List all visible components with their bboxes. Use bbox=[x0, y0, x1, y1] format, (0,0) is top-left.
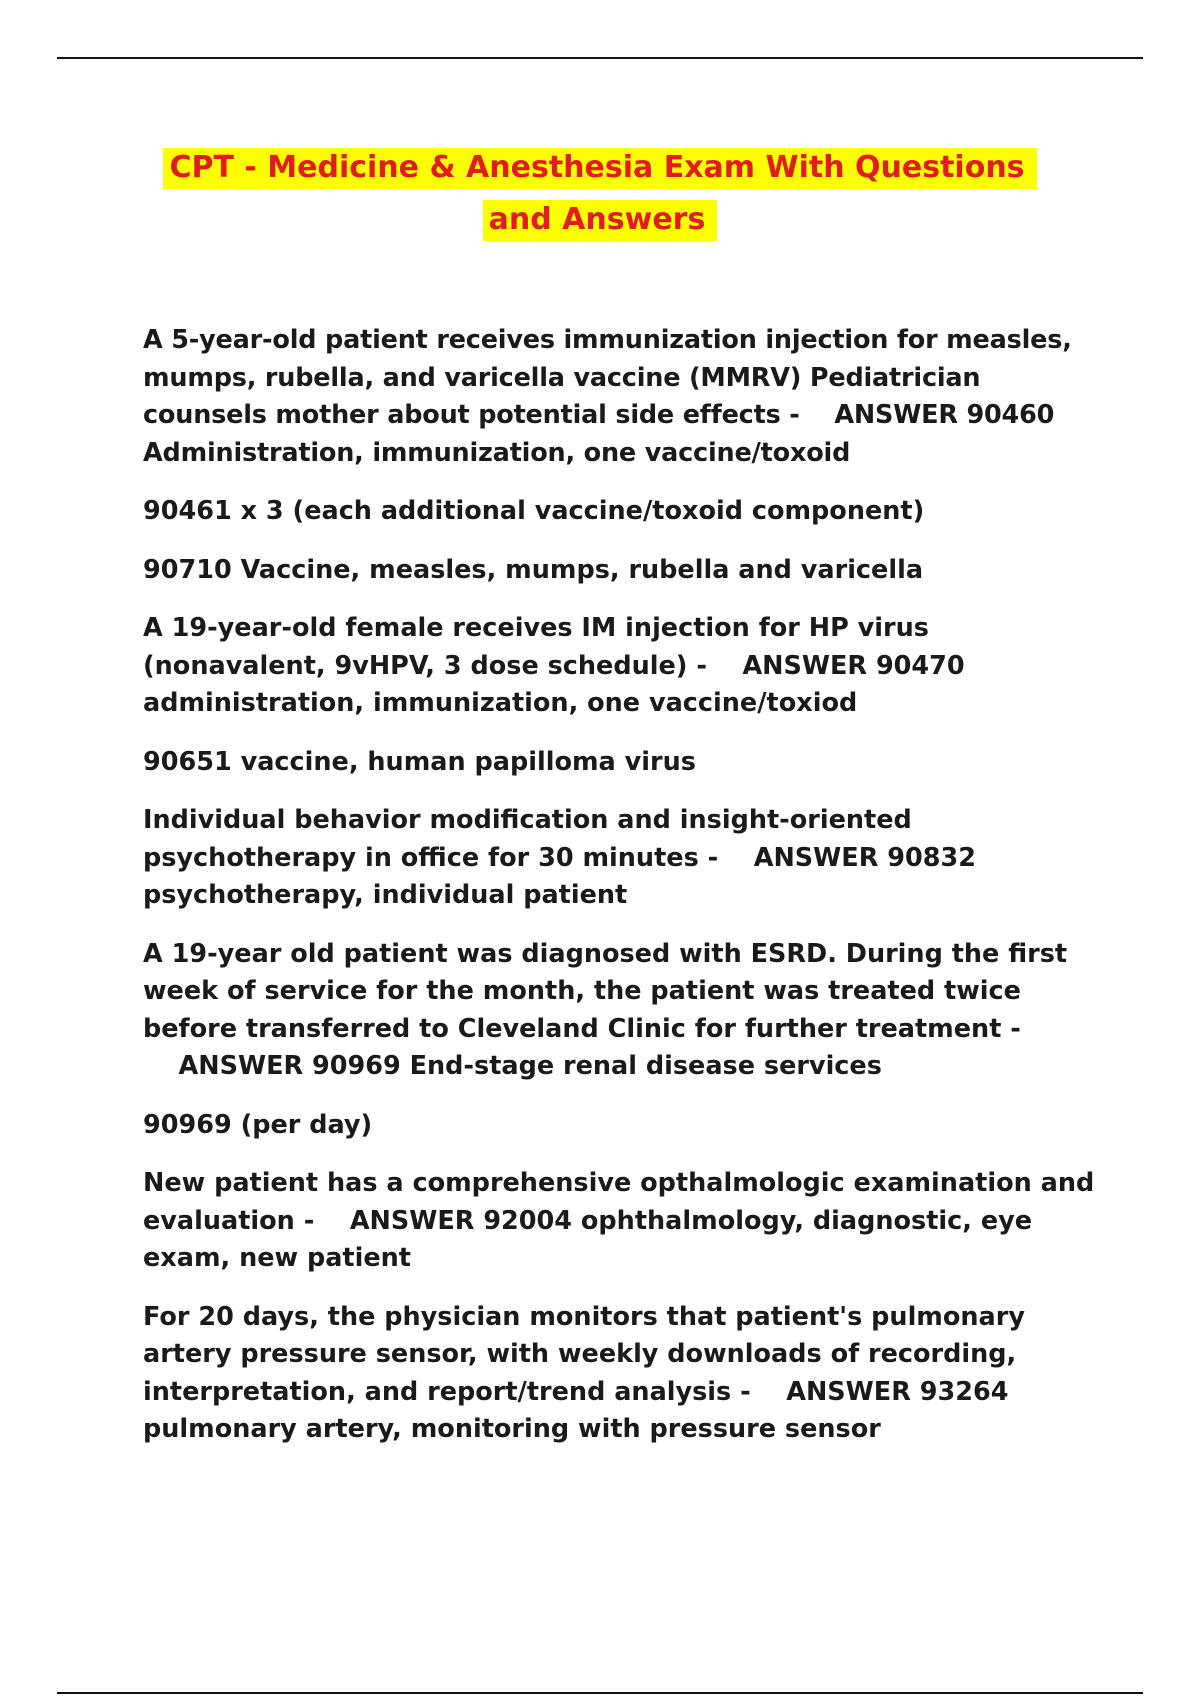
answer-text: ANSWER 92004 ophthalmology, diagnostic, eye exam, new patient bbox=[143, 1205, 1033, 1273]
qa-entry bbox=[143, 322, 1103, 472]
answer-continuation: 90461 x 3 (each additional vaccine/toxoid component) bbox=[143, 496, 925, 526]
qa-entry bbox=[143, 802, 1103, 915]
answer-continuation: 90651 vaccine, human papilloma virus bbox=[143, 746, 696, 777]
bottom-rule bbox=[57, 1692, 1143, 1694]
answer-text: ANSWER 90460 Administration, immunization, one vaccine/toxoid bbox=[143, 400, 1055, 468]
qa-entry bbox=[143, 1299, 1103, 1449]
question-text: New patient has a comprehensive opthalmologic examination and evaluation - bbox=[143, 1168, 1095, 1236]
answer-continuation: 90969 (per day) bbox=[143, 1109, 373, 1140]
answer-text: ANSWER 90470 administration, immunization, one vaccine/toxiod bbox=[143, 650, 965, 718]
answer-text: ANSWER 93264 pulmonary artery, monitoring with pressure sensor bbox=[143, 1376, 1009, 1444]
title-line-2: and Answers bbox=[483, 200, 718, 241]
top-rule bbox=[57, 57, 1143, 59]
question-text: A 19-year-old female receives IM injection for HP virus (nonavalent, 9vHPV, 3 dose schedule) - bbox=[143, 613, 929, 681]
question-text: A 19-year old patient was diagnosed with ESRD. During the first week of service for the month, the patient was treated twice before transferred to Cleveland Clinic for further treatment - bbox=[143, 938, 1068, 1044]
answer-text: ANSWER 90832 psychotherapy, individual patient bbox=[143, 842, 976, 910]
question-text: Individual behavior modification and insight-oriented psychotherapy in office for 30 minutes - bbox=[143, 805, 912, 873]
qa-entry bbox=[143, 936, 1103, 1086]
question-text: For 20 days, the physician monitors that patient's pulmonary artery pressure sensor, with weekly downloads of recording, interpretation, and report/trend analysis - bbox=[143, 1301, 1025, 1407]
qa-entry bbox=[143, 610, 1103, 723]
title-line-1: CPT - Medicine & Anesthesia Exam With Questions bbox=[163, 148, 1036, 189]
qa-entry bbox=[143, 1165, 1103, 1278]
answer-text: ANSWER 90969 End-stage renal disease services bbox=[178, 1051, 882, 1081]
page-title bbox=[0, 142, 1200, 246]
question-text: A 5-year-old patient receives immunization injection for measles, mumps, rubella, and varicella vaccine (MMRV) Pediatrician counsels mother about potential side effects - bbox=[143, 325, 1072, 430]
qa-content bbox=[143, 322, 1103, 1470]
answer-continuation: 90710 Vaccine, measles, mumps, rubella and varicella bbox=[143, 554, 924, 585]
